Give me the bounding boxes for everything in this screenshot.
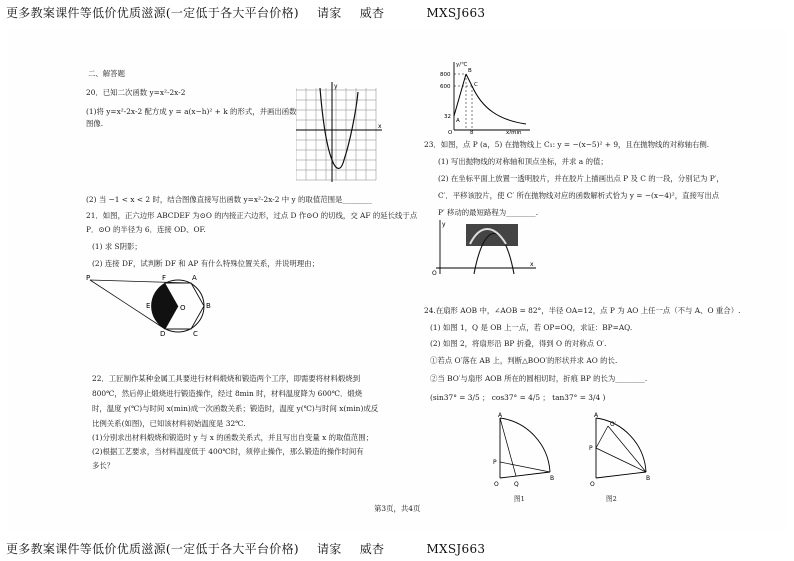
page-number: 第3页，共4页 bbox=[374, 504, 421, 513]
hex-label-o: O bbox=[180, 304, 186, 312]
q20-part2: (2) 当 −1 < x < 2 时，结合图像直接写出函数 y=x²-2x-2 中 y 的取值范围是________ bbox=[86, 195, 372, 204]
q23-parabola-figure bbox=[428, 218, 538, 276]
sector1-label-b: B bbox=[550, 475, 555, 482]
temp-axis-y: y/℃ bbox=[456, 62, 468, 68]
hex-label-d: D bbox=[160, 330, 166, 336]
q20-part1-cont: 图像. bbox=[86, 119, 104, 128]
section-title: 二、解答题 bbox=[88, 69, 125, 78]
temp-label-a: A bbox=[456, 118, 460, 124]
temp-axis-x: x/min bbox=[506, 130, 522, 134]
temp-label-b: B bbox=[468, 68, 472, 74]
q22-stem-2: 800℃，然后停止煅烧进行锻造操作，经过 8min 时，材料温度降为 600℃．煅烧 bbox=[92, 389, 363, 398]
q24-part1: (1) 如图 1，Q 是 OB 上一点，若 OP=OQ，求证：BP=AQ. bbox=[430, 323, 633, 332]
q22-stem-1: 22．工匠制作某种金属工具要进行材料煅烧和锻造两个工序，即需要将材料煅烧到 bbox=[92, 374, 361, 383]
temp-label-c: C bbox=[474, 82, 478, 88]
hex-label-b: B bbox=[206, 302, 211, 310]
q24-part2-1: ①若点 O′落在 AB 上，判断△BOO′的形状并求 AO 的长. bbox=[430, 356, 618, 365]
q23-part2-c: P′ 移动的最短路程为________. bbox=[438, 208, 539, 217]
temp-tick-8: 8 bbox=[470, 130, 474, 134]
banner-name: 威杏 bbox=[359, 6, 385, 20]
sector1-label-p: P bbox=[493, 459, 497, 466]
q20-stem: 20．已知二次函数 y=x²-2x-2 bbox=[86, 88, 186, 97]
sector2-label-b: B bbox=[646, 475, 651, 482]
sector2-label-a: A bbox=[594, 412, 599, 419]
q23-part1: (1) 写出抛物线的对称轴和顶点坐标，并求 a 的值； bbox=[438, 157, 608, 166]
hex-label-p: P bbox=[86, 274, 91, 282]
sector-figure-1 bbox=[492, 412, 556, 492]
sector1-label-a: A bbox=[498, 412, 503, 419]
temp-label-o: O bbox=[448, 130, 453, 134]
parabola-x-label: x bbox=[378, 123, 382, 130]
sector1-label-o: O bbox=[494, 481, 499, 488]
fig1-caption: 图1 bbox=[514, 495, 525, 503]
q22-part1: (1)分别求出材料煅烧和锻造时 y 与 x 的函数关系式，并且写出自变量 x 的取值范围； bbox=[92, 433, 373, 442]
sector2-label-o: O bbox=[590, 481, 595, 488]
exam-page bbox=[8, 28, 788, 532]
banner-contact: 请家 bbox=[317, 6, 342, 20]
fig2-caption: 图2 bbox=[606, 495, 617, 503]
q21-stem-1: 21．如图，正六边形 ABCDEF 为⊙O 的内接正六边形，过点 D 作⊙O 的切线，交 AF 的延长线于点 bbox=[86, 211, 418, 220]
sector1-label-q: Q bbox=[514, 481, 519, 488]
hex-label-a: A bbox=[192, 274, 197, 282]
hex-label-f: F bbox=[162, 274, 167, 282]
temp-tick-600: 600 bbox=[440, 84, 451, 90]
q20-part1: (1)将 y=x²-2x-2 配方成 y = a(x−h)² + k 的形式，并画出函数 bbox=[86, 107, 297, 116]
q21-stem-2: P．⊙O 的半径为 6．连接 OD、OF. bbox=[86, 225, 206, 234]
banner-text-bottom: 更多教案课件等低价优质滋源(一定低于各大平台价格) bbox=[6, 542, 299, 556]
q22-stem-4: 比例关系(如图)，已知该材料初始温度是 32℃. bbox=[92, 419, 246, 428]
q21-part1: (1) 求 S阴影； bbox=[92, 242, 142, 251]
top-banner bbox=[6, 4, 485, 21]
q21-part2: (2) 连接 DF，试判断 DF 和 AP 有什么特殊位置关系，并说明理由； bbox=[92, 259, 319, 268]
q24-stem: 24.在扇形 AOB 中，∠AOB = 82°，半径 OA=12，点 P 为 AO 上任一点（不与 A、O 重合）. bbox=[424, 306, 741, 315]
q22-part2: (2)根据工艺要求，当材料温度低于 400℃时，须停止操作，那么锻造的操作时间有 bbox=[92, 447, 364, 456]
banner-name-bottom: 威杏 bbox=[359, 542, 385, 556]
q24-part2-2: ②当 BO′与扇形 AOB 所在的圆相切时，折痕 BP 的长为________. bbox=[430, 374, 648, 383]
temp-tick-32: 32 bbox=[444, 114, 451, 120]
banner-code-bottom: MXSJ663 bbox=[426, 542, 486, 556]
q23-origin: O bbox=[432, 270, 437, 276]
temp-tick-800: 800 bbox=[440, 72, 451, 78]
banner-text: 更多教案课件等低价优质滋源(一定低于各大平台价格) bbox=[6, 6, 299, 20]
parabola-y-label: y bbox=[334, 83, 338, 90]
banner-contact-bottom: 请家 bbox=[317, 542, 342, 556]
q23-axis-y: y bbox=[442, 221, 446, 228]
parabola-grid-figure bbox=[296, 82, 384, 182]
q24-part2: (2) 如图 2，将扇形沿 BP 折叠，得到 O 的对称点 O′. bbox=[430, 339, 607, 348]
banner-code: MXSJ663 bbox=[426, 6, 486, 20]
sector-figure-2 bbox=[588, 412, 652, 492]
q22-part2-cont: 多长？ bbox=[92, 461, 115, 470]
bottom-banner bbox=[6, 540, 485, 557]
sector2-label-oprime: O′ bbox=[610, 421, 617, 428]
q23-part2-a: (2) 在坐标平面上放置一透明胶片，并在胶片上描画出点 P 及 C 的一段，分别记为 P′， bbox=[438, 174, 724, 183]
sector2-label-p: P bbox=[589, 445, 593, 452]
q23-stem: 23．如图，点 P (a，5) 在抛物线上 C₁: y = −(x−5)² + 9，且在抛物线的对称轴右侧. bbox=[424, 140, 710, 149]
q23-axis-x: x bbox=[530, 261, 534, 268]
q23-part2-b: C′．平移该胶片，使 C′ 所在抛物线对应的函数解析式恰为 y = −(x−4)²，直接写出点 bbox=[438, 191, 720, 200]
trig-hint: (sin37° = 3/5 ； cos37° = 4/5 ； tan37° = 3/4 ) bbox=[430, 393, 606, 402]
hex-label-c: C bbox=[193, 330, 198, 336]
hex-label-e: E bbox=[146, 302, 151, 310]
temperature-graph bbox=[436, 60, 532, 134]
hexagon-circle-figure bbox=[86, 272, 228, 336]
q22-stem-3: 时，温度 y(℃)与时间 x(min)成一次函数关系；锻造时，温度 y(℃)与时间 x(min)成反 bbox=[92, 404, 379, 413]
